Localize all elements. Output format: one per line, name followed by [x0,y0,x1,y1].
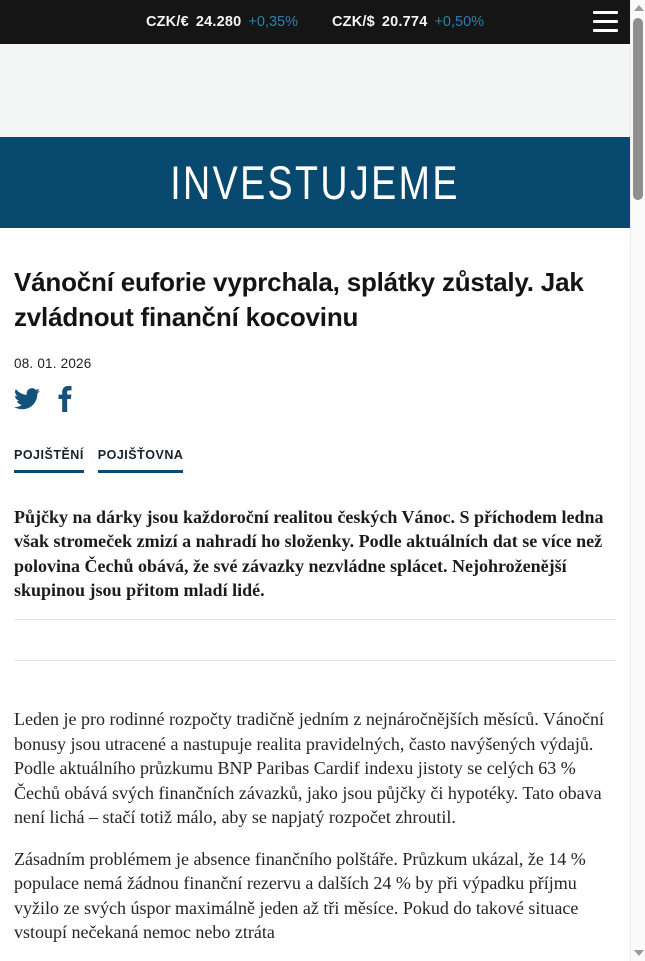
scroll-up-arrow-icon[interactable] [634,5,644,11]
top-ticker-bar [0,0,630,44]
facebook-icon[interactable] [58,386,72,412]
ticker-value: 24.280 [195,14,242,30]
ticker-pair: CZK/$ [332,14,375,30]
ticker-czk-usd [332,14,484,30]
article-title: Vánoční euforie vyprchala, splátky zůstaly. Jak zvládnout finanční kocovinu [14,267,584,332]
currency-ticker-group [146,14,484,30]
ticker-change: +0,50% [434,14,485,30]
ticker-change: +0,35% [248,14,298,30]
ticker-pair: CZK/€ [145,14,189,30]
spacer-band [0,44,630,137]
ticker-value: 20.774 [381,14,428,30]
article-tags [14,448,616,473]
twitter-icon[interactable] [14,388,40,410]
vertical-scrollbar[interactable] [630,0,645,961]
site-logo[interactable]: INVESTUJEME [170,156,460,209]
tag-pojistovna[interactable]: POJIŠŤOVNA [98,448,184,473]
divider [14,619,616,620]
article [0,265,630,945]
tag-pojisteni[interactable]: POJIŠTĚNÍ [14,448,84,473]
hamburger-menu-icon[interactable] [593,11,618,32]
divider [14,660,616,661]
article-body [14,707,616,945]
scroll-down-arrow-icon[interactable] [634,950,644,956]
article-intro: Půjčky na dárky jsou každoroční realitou českých Vánoc. S příchodem ledna však stromeček zmizí a nahradí ho složenky. Podle aktuálních dat se více než polovina Čechů obává, že své závazky nezvládne splácet. Nejohroženější skupinou jsou přitom mladí lidé. [14,507,604,600]
social-share-row [14,386,616,412]
ticker-czk-eur [146,14,298,30]
article-paragraph: Zásadním problémem je absence finančního polštáře. Průzkum ukázal, že 14 % populace nemá žádnou finanční rezervu a dalších 24 % by při výpadku příjmu vyžilo ze svých úspor maximálně jeden až tři měsíce. Pokud do takové situace vstoupí nečekaná nemoc nebo ztráta [14,848,586,943]
masthead [0,137,630,228]
article-date: 08. 01. 2026 [14,356,92,371]
article-paragraph: Leden je pro rodinné rozpočty tradičně jedním z nejnáročnějších měsíců. Vánoční bonusy jsou utracené a nastupuje realita pravidelných, často navýšených výdajů. Podle aktuálního průzkumu BNP Paribas Cardif indexu jistoty se celých 63 % Čechů obává svých finančních závazků, jako jsou půjčky či hypotéky. Tato obava není lichá – stačí totiž málo, aby se napjatý rozpočet zhroutil. [14,709,604,828]
scrollbar-thumb[interactable] [633,18,643,200]
